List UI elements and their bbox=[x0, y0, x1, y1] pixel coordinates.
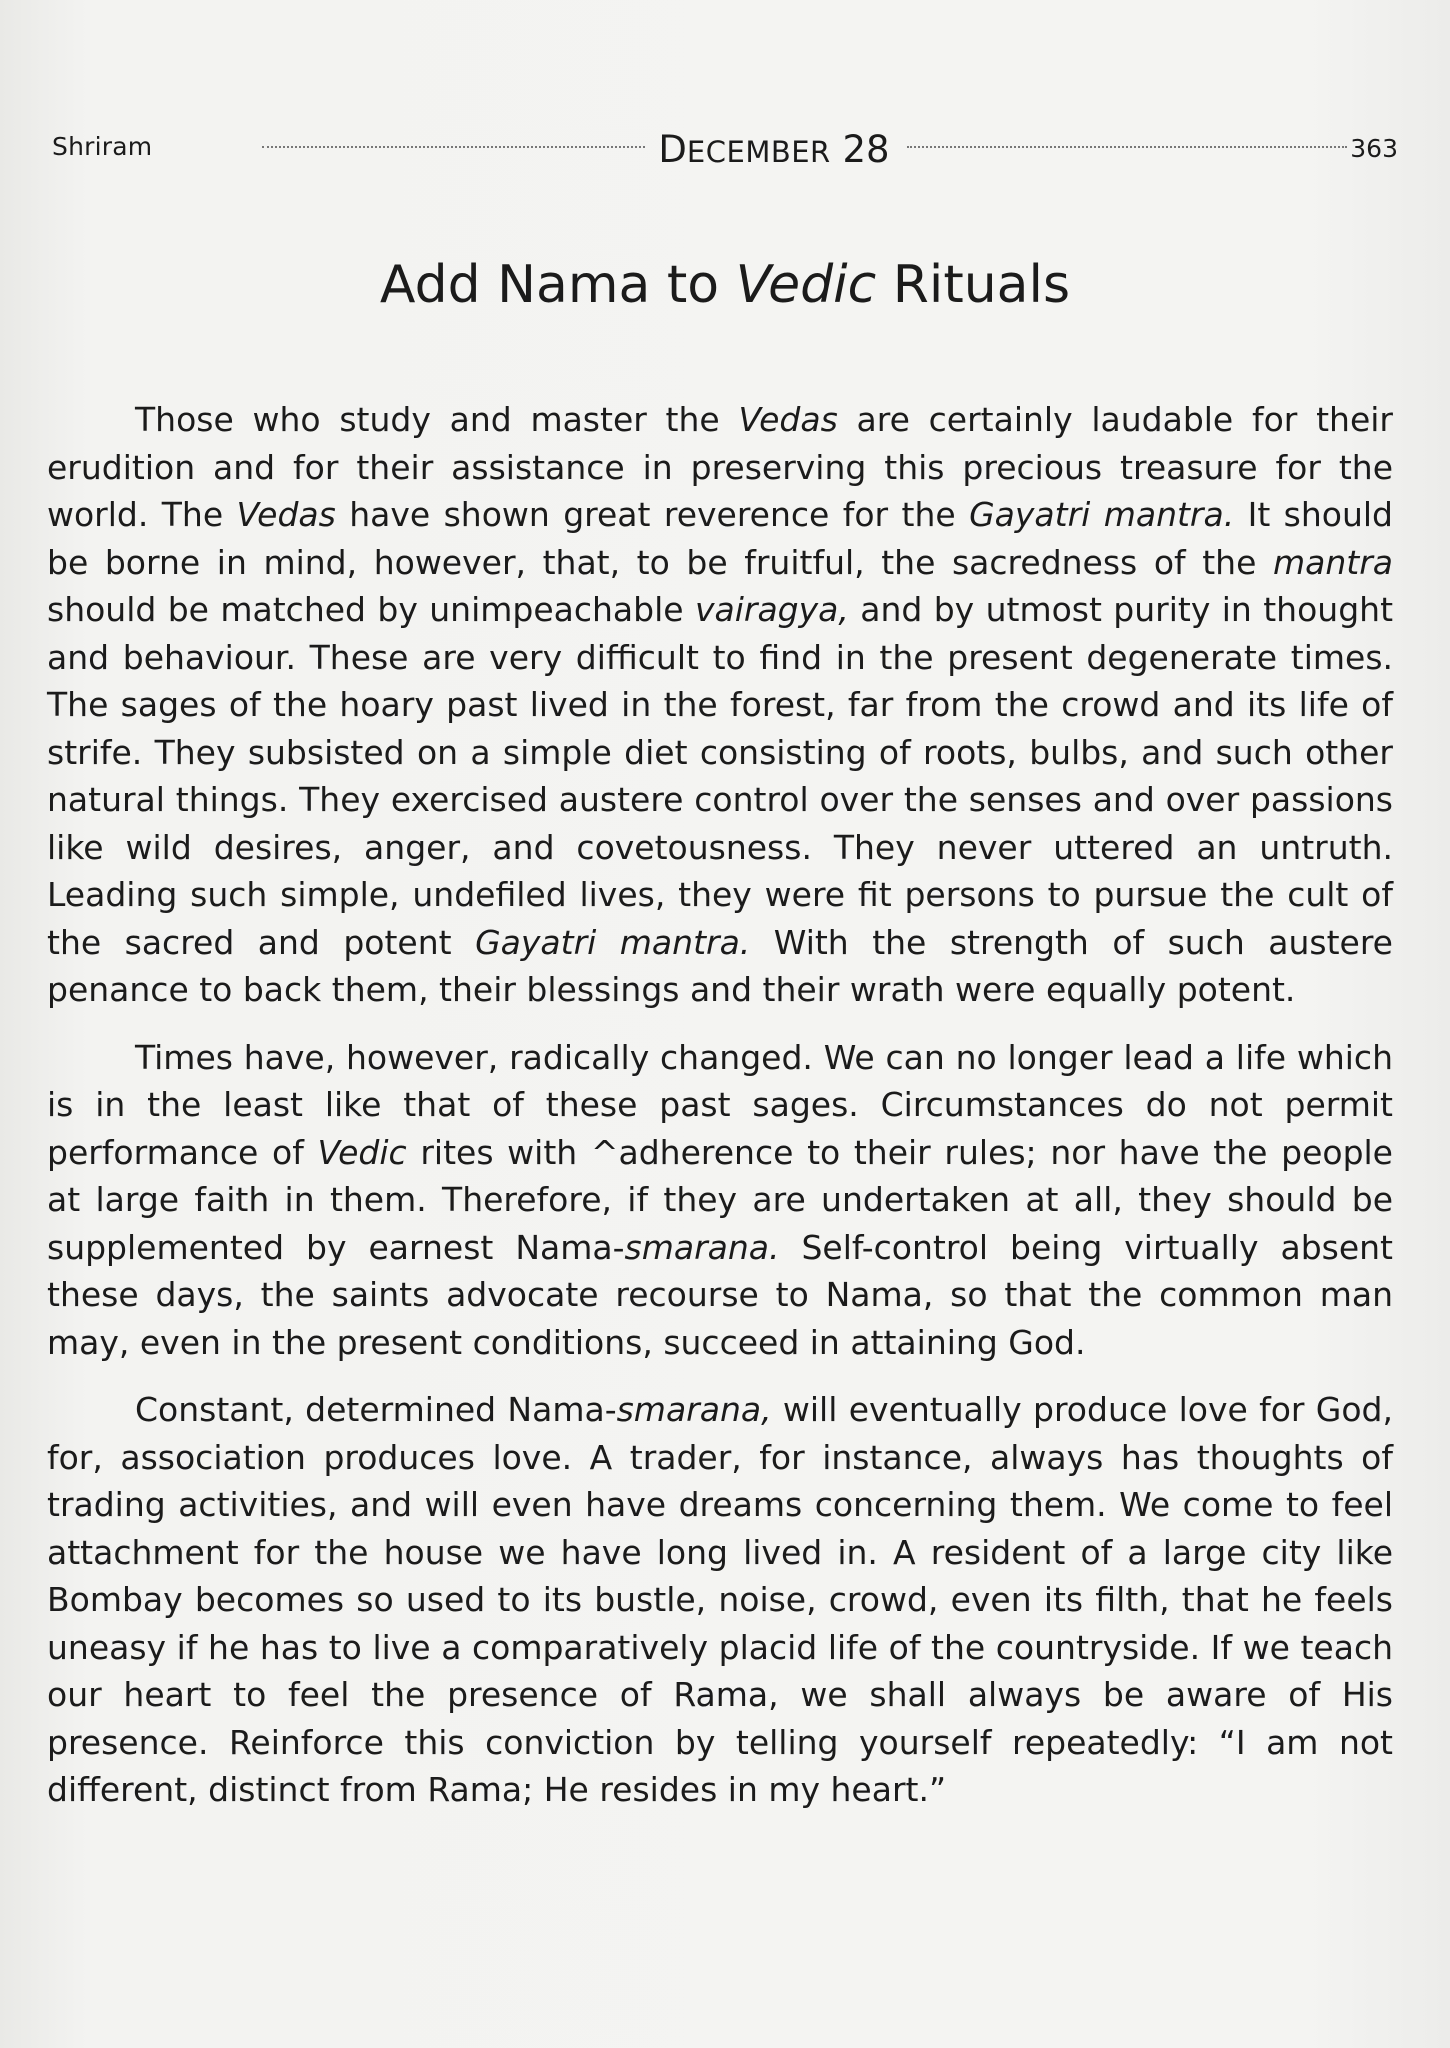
title-part-2: Rituals bbox=[876, 255, 1071, 315]
paragraph-1 bbox=[47, 396, 1393, 1014]
text-segment: and by utmost purity in thought and behaviour. These are very difficult to find in the present degenerate times. The sages of the hoary past lived in the forest, far from the crowd and its life of strife. They subsisted on a simple diet consisting of roots, bulbs, and such other natural things. They exercised austere control over the senses and over passions like wild desires, anger, and covetousness. They never uttered an untruth. Leading such simple, undefiled lives, they were fit persons to pursue the cult of the sacred and potent bbox=[47, 590, 1394, 962]
text-segment: rites with ^adherence to their rules; nor have the people at large faith in them. Therefore, if they are undertaken at all, they should be supplemented by earnest Nama- bbox=[47, 1132, 1393, 1267]
header-date-month: ECEMBER bbox=[686, 135, 831, 169]
page-title bbox=[0, 255, 1450, 315]
italic-term: Gayatri mantra. bbox=[969, 495, 1235, 534]
text-segment: Self-control being virtually absent these days, the saints advocate recourse to Nama, so that the common man may, even in the present conditions, succeed in attaining God. bbox=[47, 1227, 1393, 1362]
italic-term: mantra bbox=[1272, 542, 1393, 582]
running-header bbox=[52, 128, 1398, 180]
header-date bbox=[624, 128, 924, 171]
italic-term: vairagya, bbox=[694, 590, 849, 629]
text-segment: With the strength of such austere penance to back them, their blessings and their wrath were equally potent. bbox=[47, 922, 1393, 1009]
header-date-day: 28 bbox=[842, 128, 890, 171]
title-part-1: Add Nama to bbox=[379, 255, 736, 315]
italic-term: Vedas bbox=[236, 495, 336, 534]
italic-term: Vedic bbox=[317, 1132, 407, 1172]
title-italic-word: Vedic bbox=[735, 255, 877, 315]
italic-term: Vedas bbox=[738, 400, 838, 439]
text-segment: will eventually produce love for God, for, association produces love. A trader, for instance, always has thoughts of trading activities, and will even have dreams concerning them. We come to feel attachment for the house we have long lived in. A resident of a large city like Bombay becomes so used to its bustle, noise, crowd, even its filth, that he feels uneasy if he has to live a comparatively placid life of the countryside. If we teach our heart to feel the presence of Rama, we shall always be aware of His presence. Reinforce this conviction by telling yourself repeatedly: “I am not different, distinct from Rama; He resides in my heart.” bbox=[47, 1390, 1393, 1809]
paragraph-2 bbox=[47, 1034, 1393, 1367]
italic-term: smarana, bbox=[616, 1390, 772, 1429]
text-segment: should be matched by unimpeachable bbox=[47, 590, 695, 629]
italic-term: Gayatri mantra. bbox=[475, 922, 751, 962]
body-text bbox=[47, 396, 1393, 1814]
page-number: 363 bbox=[1350, 134, 1398, 163]
header-date-initial: D bbox=[658, 128, 687, 171]
italic-term: smarana. bbox=[624, 1227, 780, 1267]
text-segment: are certainly laudable for their erudition and for their assistance in preserving this precious treasure for the world. The bbox=[47, 400, 1393, 534]
header-dotted-leader-left bbox=[262, 146, 645, 148]
text-segment: It should be borne in mind, however, that, to be fruitful, the sacredness of the bbox=[47, 495, 1393, 582]
text-segment: Constant, determined Nama- bbox=[135, 1390, 617, 1429]
paragraph-3 bbox=[47, 1386, 1393, 1814]
text-segment: Those who study and master the bbox=[135, 400, 739, 439]
text-segment: Times have, however, radically changed. We can no longer lead a life which is in the least like that of these past sages. Circumstances do not permit performance of bbox=[47, 1037, 1393, 1172]
text-segment: have shown great reverence for the bbox=[335, 495, 970, 534]
header-left-text: Shriram bbox=[52, 132, 153, 161]
header-dotted-leader-right bbox=[907, 146, 1347, 148]
